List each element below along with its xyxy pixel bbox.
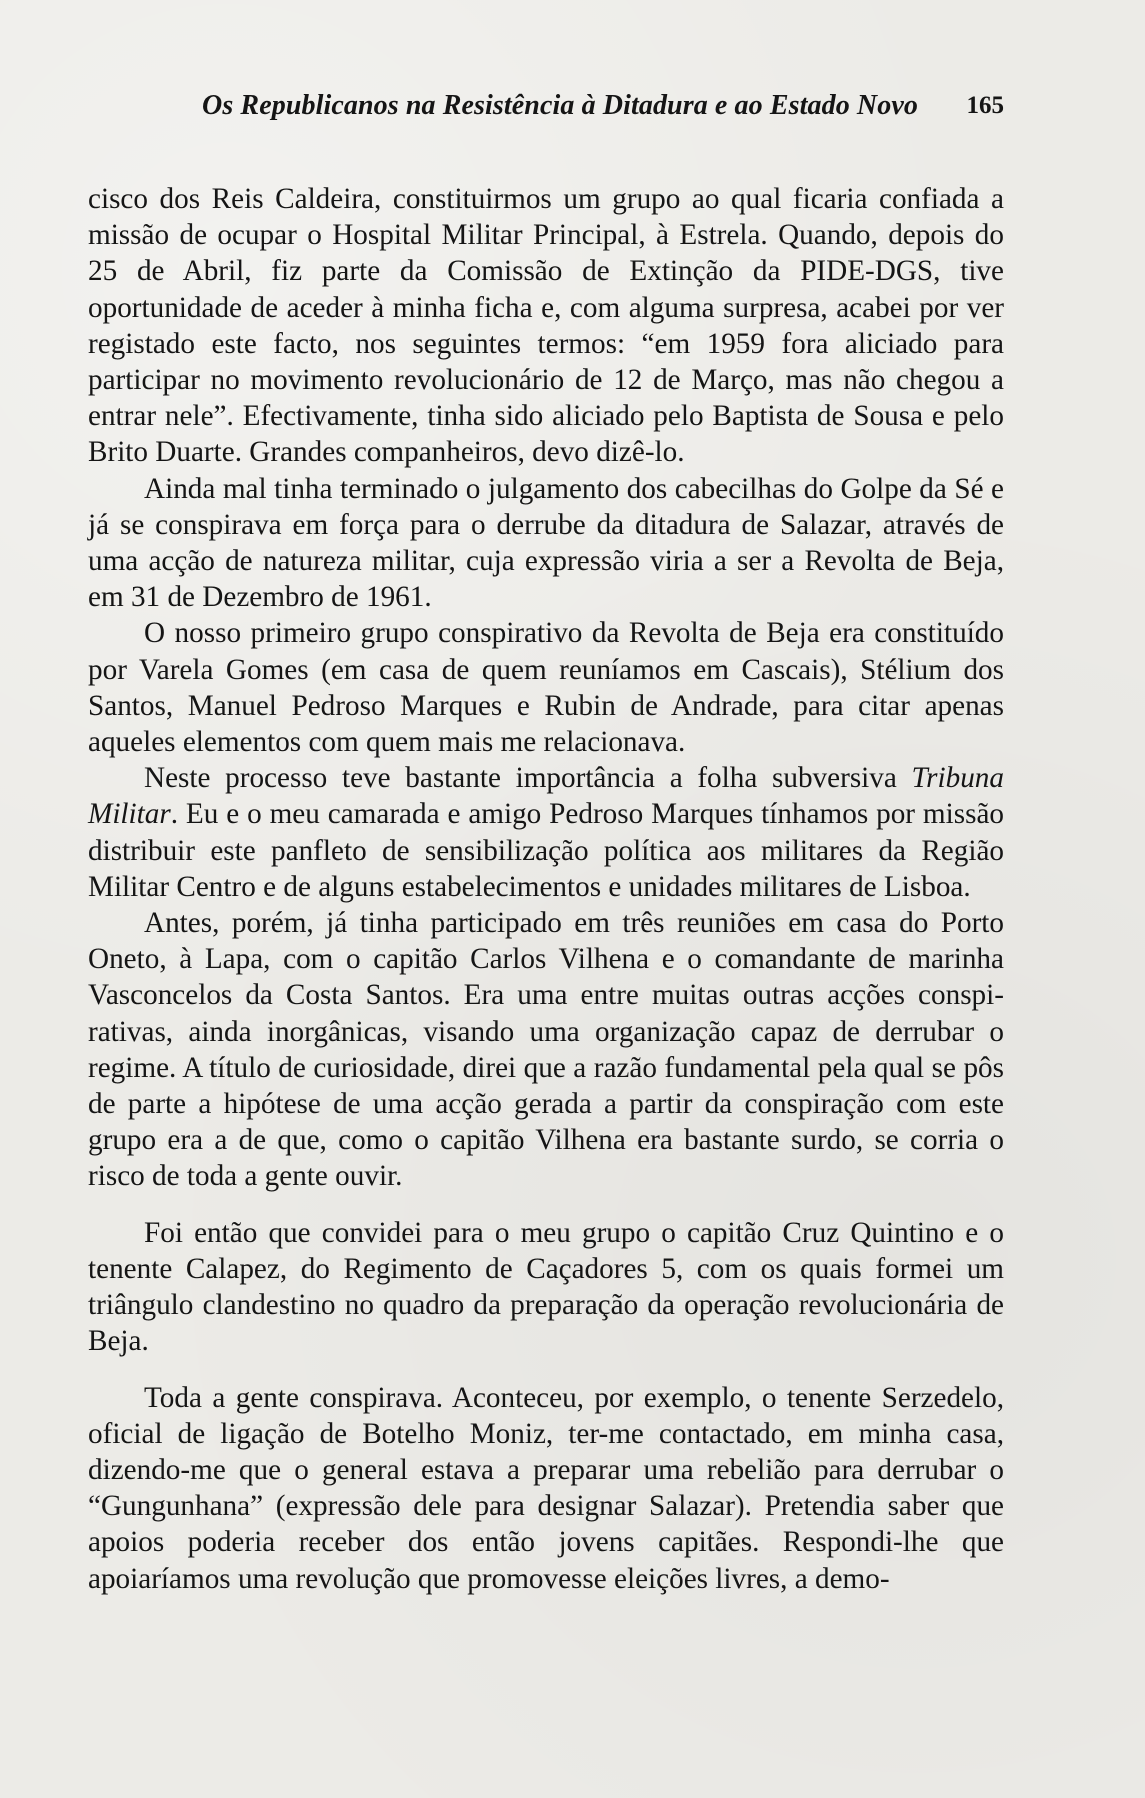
- paragraph-continuation: cisco dos Reis Caldeira, constituirmos um grupo ao qual ficaria confiada a missão de ocupar o Hospital Militar Principal, à Estrela. Quando, depois do 25 de Abril, fiz parte da Comissão de Extinção da PIDE-DGS, tive oportunidade de aceder à minha ficha e, com alguma surpresa, acabei por ver registado este facto, nos seguintes termos: “em 1959 fora aliciado para participar no movimento revolucionário de 12 de Março, mas não chegou a entrar nele”. Efectivamente, tinha sido aliciado pelo Baptista de Sousa e pelo Brito Duarte. Grandes companheiros, devo dizê-lo.: [88, 183, 1004, 469]
- paragraph: O nosso primeiro grupo conspirativo da Revolta de Beja era constituído por Varela Gomes (em casa de quem reuníamos em Cascais), Stélium dos Santos, Manuel Pedroso Marques e Rubin de Andrade, para citar apenas aqueles elementos com quem mais me relacionava.: [88, 617, 1004, 759]
- running-header: [88, 90, 1004, 128]
- publication-title: Tribuna Militar: [88, 762, 1004, 831]
- paragraph-text: Neste processo teve bastante importância a folha subversiva: [144, 762, 912, 795]
- paragraph: Ainda mal tinha terminado o julgamento dos cabecilhas do Golpe da Sé e já se conspirava em força para o derrube da ditadura de Salazar, através de uma acção de natureza militar, cuja expressão viria a ser a Revolta de Beja, em 31 de Dezembro de 1961.: [88, 472, 1004, 614]
- paragraph: Antes, porém, já tinha participado em três reuniões em casa do Porto Oneto, à Lapa, com o capitão Carlos Vilhena e o comandante de marinha Vasconcelos da Costa Santos. Era uma entre muitas outras acções conspirativas, ainda inorgânicas, visando uma organização capaz de derrubar o regime. A título de curiosidade, direi que a razão fundamental pela qual se pôs de parte a hipótese de uma acção gerada a partir da conspiração com este grupo era a de que, como o capitão Vilhena era bastante surdo, se corria o risco de toda a gente ouvir.: [88, 907, 1004, 1193]
- body-text: [88, 181, 1004, 1597]
- paragraph-text: . Eu e o meu camarada e amigo Pedroso Marques tínhamos por missão distribuir este panfleto de sensibilização política aos militares da Região Militar Centro e de alguns estabelecimentos e unidades militares de Lisboa.: [88, 798, 1004, 903]
- paragraph: Toda a gente conspirava. Aconteceu, por exemplo, o tenente Serzedelo, oficial de ligação de Botelho Moniz, ter-me contactado, em minha casa, dizendo-me que o general estava a preparar uma rebelião para derrubar o “Gungunhana” (expressão dele para designar Salazar). Pretendia saber que apoios poderia receber dos então jovens capitães. Respondi-lhe que apoiaríamos uma revolução que promovesse eleições livres, a demo-: [88, 1381, 1004, 1595]
- header-title: Os Republicanos na Resistência à Ditadura e ao Estado Novo: [202, 90, 918, 121]
- paragraph: [88, 760, 1004, 905]
- page-number: 165: [966, 92, 1004, 119]
- paragraph: Foi então que convidei para o meu grupo o capitão Cruz Quintino e o tenente Calapez, do Regimento de Caçadores 5, com os quais formei um triângulo clandestino no quadro da preparação da operação revolucionária de Beja.: [88, 1216, 1004, 1358]
